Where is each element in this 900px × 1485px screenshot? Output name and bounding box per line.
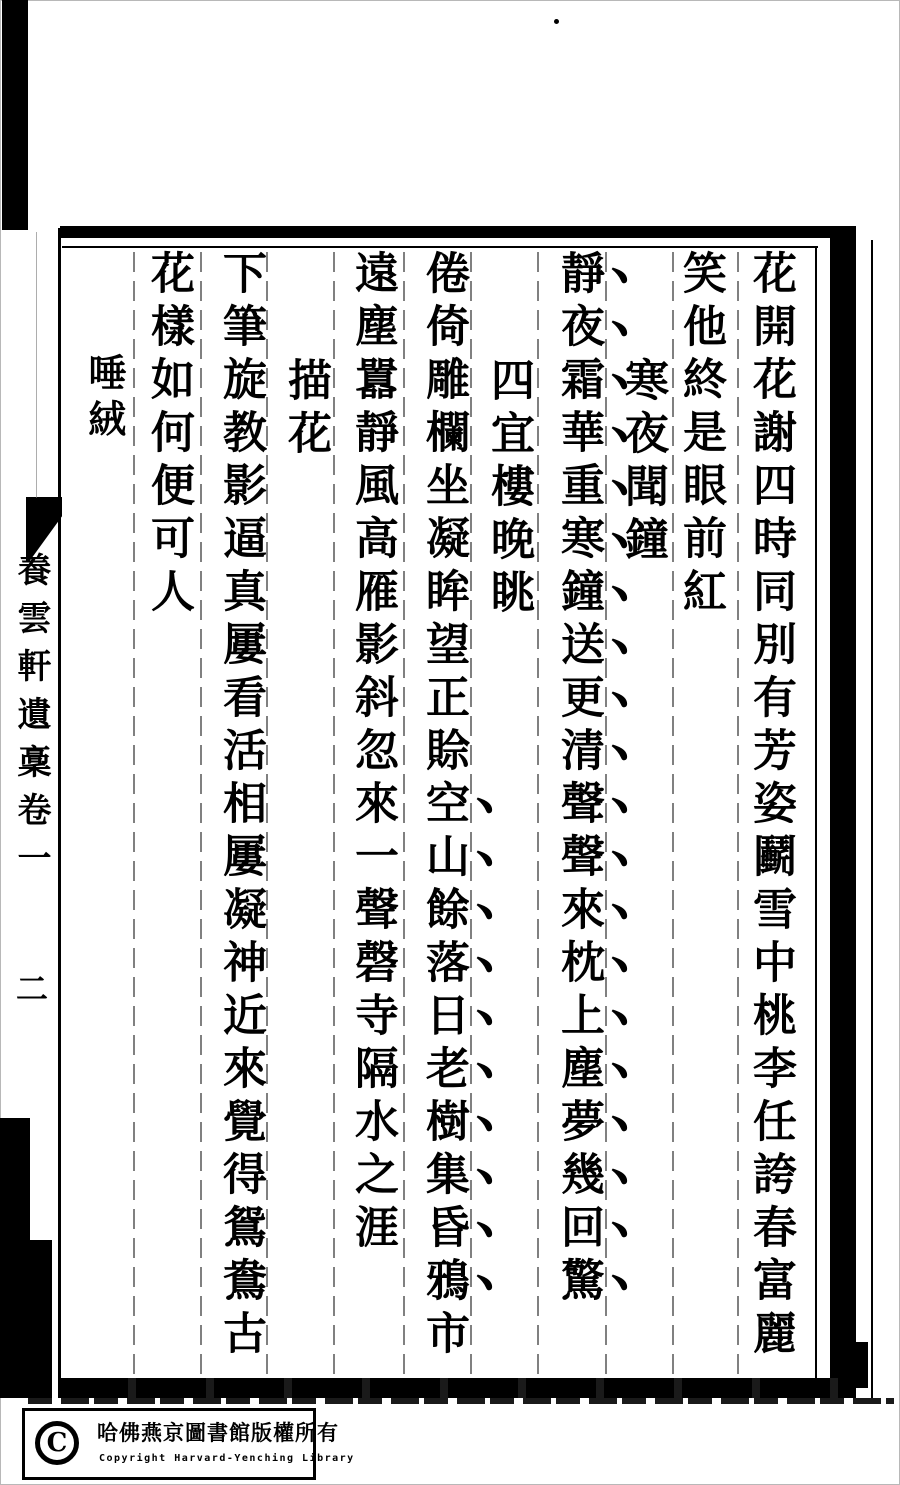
poem-1-line-2 bbox=[675, 250, 726, 621]
frame-border-left bbox=[58, 228, 61, 1396]
column-rule-line bbox=[266, 252, 268, 1376]
column-rule-line bbox=[333, 252, 335, 1376]
column-rule-line bbox=[133, 252, 135, 1376]
poem-2-line-1 bbox=[553, 250, 635, 1310]
spine-title: 養雲軒遺稾卷一 bbox=[11, 552, 51, 888]
column-rule-line bbox=[200, 252, 202, 1376]
scan-speck-right bbox=[856, 1342, 868, 1388]
poem-4-line-2 bbox=[143, 250, 194, 621]
column-rule-line bbox=[403, 252, 405, 1376]
scan-edge-line bbox=[36, 232, 37, 498]
poem-3-line-1 bbox=[418, 250, 500, 1363]
text-run: 描花 bbox=[280, 357, 331, 463]
column-rule-line bbox=[537, 252, 539, 1376]
text-run: 遠塵囂靜風高雁影斜忽來一聲磬寺隔水之涯 bbox=[347, 250, 398, 1257]
column-rule-line bbox=[737, 252, 739, 1376]
copyright-symbol-icon bbox=[35, 1421, 79, 1465]
gutter-shadow-bottom-wide bbox=[0, 1240, 52, 1398]
frame-inner-line-top bbox=[62, 246, 818, 248]
text-run: 花樣如何便可人 bbox=[143, 250, 194, 621]
frame-inner-line-right bbox=[815, 246, 817, 1386]
text-run: 寒夜聞鐘 bbox=[617, 357, 668, 569]
frame-border-right bbox=[830, 226, 856, 1398]
poem-5-title bbox=[82, 353, 127, 445]
text-run: 花開花謝四時同別有芳姿鬬雪中桃李任誇春富麗 bbox=[745, 250, 796, 1363]
scan-artifact-line bbox=[28, 1398, 894, 1404]
copyright-c-letter: C bbox=[46, 1428, 68, 1458]
copyright-stamp bbox=[22, 1408, 355, 1480]
text-run: 笑他終是眼前紅 bbox=[675, 250, 726, 621]
spine-page-number: 二 bbox=[16, 970, 49, 1008]
text-run: 市 bbox=[418, 1310, 469, 1363]
emphasized-text-run: 空山餘落日老樹集昏鴉 bbox=[418, 780, 469, 1310]
gutter-shadow-top bbox=[2, 0, 28, 230]
poem-1-line-1 bbox=[745, 250, 796, 1363]
emphasized-text-run: 靜夜霜華重寒鐘送更清聲聲來枕上塵夢幾回驚 bbox=[553, 250, 604, 1310]
text-run: 唾絨 bbox=[82, 353, 127, 445]
stamp-english-text: Copyright Harvard-Yenching Library bbox=[99, 1453, 355, 1464]
frame-border-top bbox=[60, 226, 856, 238]
adjacent-page-edge-line bbox=[871, 240, 873, 1398]
text-run: 四宜樓晚眺 bbox=[483, 357, 534, 622]
poem-4-title bbox=[280, 357, 331, 463]
column-rule-line bbox=[672, 252, 674, 1376]
text-run: 下筆旋教影逼真屢看活相屢凝神近來覺得鴛鴦古 bbox=[215, 250, 266, 1363]
poem-3-line-2 bbox=[347, 250, 398, 1257]
text-run: 倦倚雕欄坐凝眸望正賒 bbox=[418, 250, 469, 780]
poem-4-line-1 bbox=[215, 250, 266, 1363]
scan-speck-top bbox=[554, 19, 559, 24]
frame-border-bottom bbox=[58, 1378, 856, 1398]
stamp-chinese-text: 哈佛燕京圖書館版權所有 bbox=[97, 1420, 339, 1445]
